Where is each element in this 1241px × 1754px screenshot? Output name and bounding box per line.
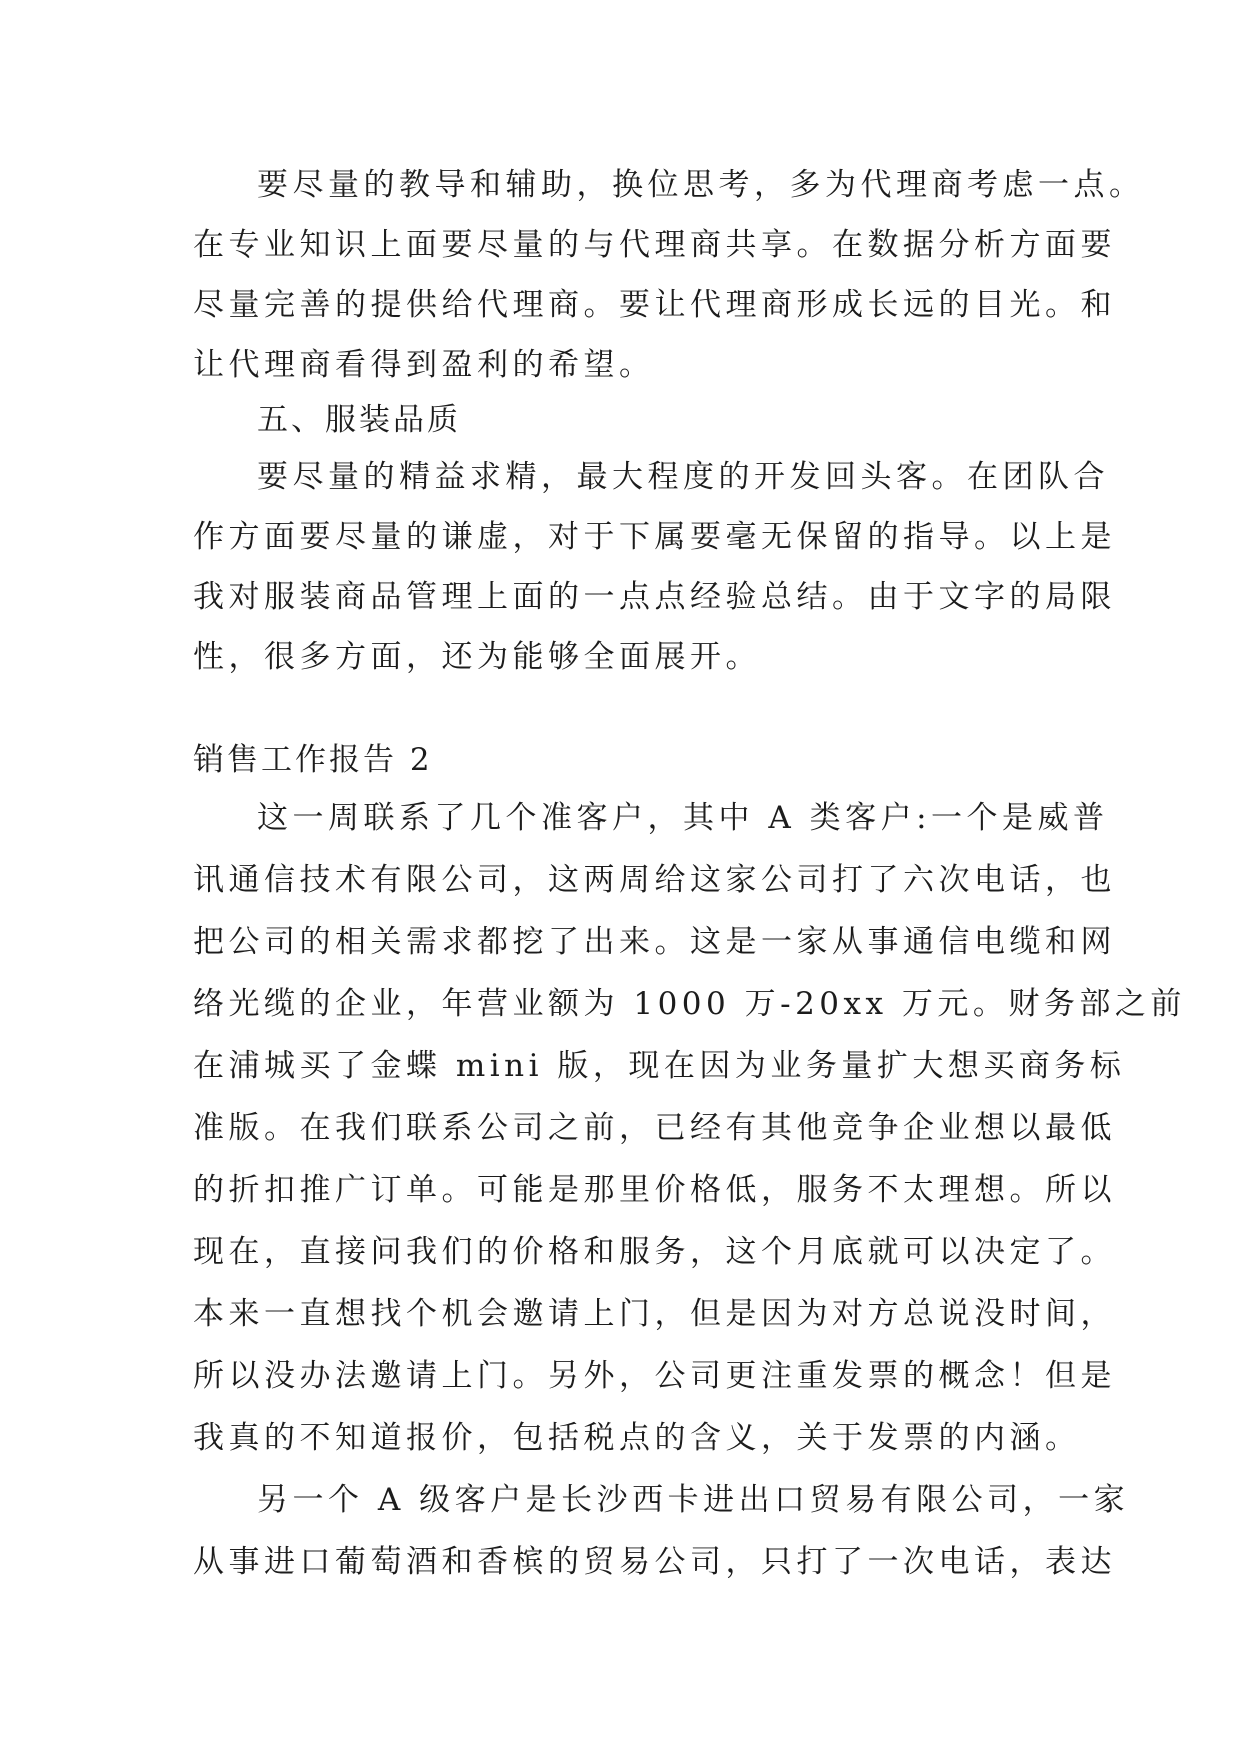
paragraph-line: 络光缆的企业，年营业额为 1000 万-20xx 万元。财务部之前: [193, 986, 1186, 1022]
paragraph-line: 在浦城买了金蝶 mini 版，现在因为业务量扩大想买商务标: [193, 1048, 1126, 1084]
paragraph-line: 把公司的相关需求都挖了出来。这是一家从事通信电缆和网: [193, 924, 1116, 960]
paragraph-line: 我真的不知道报价，包括税点的含义，关于发票的内涵。: [193, 1420, 1081, 1456]
paragraph-line: 性，很多方面，还为能够全面展开。: [193, 639, 761, 675]
paragraph-line: 在专业知识上面要尽量的与代理商共享。在数据分析方面要: [193, 227, 1116, 263]
paragraph-line: 所以没办法邀请上门。另外，公司更注重发票的概念！但是: [193, 1358, 1116, 1394]
paragraph-line: 现在，直接问我们的价格和服务，这个月底就可以决定了。: [193, 1234, 1116, 1270]
paragraph-line: 讯通信技术有限公司，这两周给这家公司打了六次电话，也: [193, 862, 1116, 898]
paragraph-line: 本来一直想找个机会邀请上门，但是因为对方总说没时间，: [193, 1296, 1116, 1332]
report-title: 销售工作报告 2: [193, 742, 433, 778]
section-heading: 五、服装品质: [257, 402, 461, 438]
paragraph-line: 的折扣推广订单。可能是那里价格低，服务不太理想。所以: [193, 1172, 1116, 1208]
paragraph-line: 我对服装商品管理上面的一点点经验总结。由于文字的局限: [193, 579, 1116, 615]
paragraph-line: 这一周联系了几个准客户，其中 A 类客户:一个是威普: [257, 800, 1109, 836]
paragraph-line: 要尽量的精益求精，最大程度的开发回头客。在团队合: [257, 459, 1109, 495]
paragraph-line: 作方面要尽量的谦虚，对于下属要毫无保留的指导。以上是: [193, 519, 1116, 555]
paragraph-line: 让代理商看得到盈利的希望。: [193, 347, 655, 383]
paragraph-line: 从事进口葡萄酒和香槟的贸易公司，只打了一次电话，表达: [193, 1544, 1116, 1580]
paragraph-line: 尽量完善的提供给代理商。要让代理商形成长远的目光。和: [193, 287, 1116, 323]
paragraph-line: 要尽量的教导和辅助，换位思考，多为代理商考虑一点。: [257, 167, 1145, 203]
paragraph-line: 准版。在我们联系公司之前，已经有其他竞争企业想以最低: [193, 1110, 1116, 1146]
paragraph-line: 另一个 A 级客户是长沙西卡进出口贸易有限公司，一家: [257, 1482, 1130, 1518]
